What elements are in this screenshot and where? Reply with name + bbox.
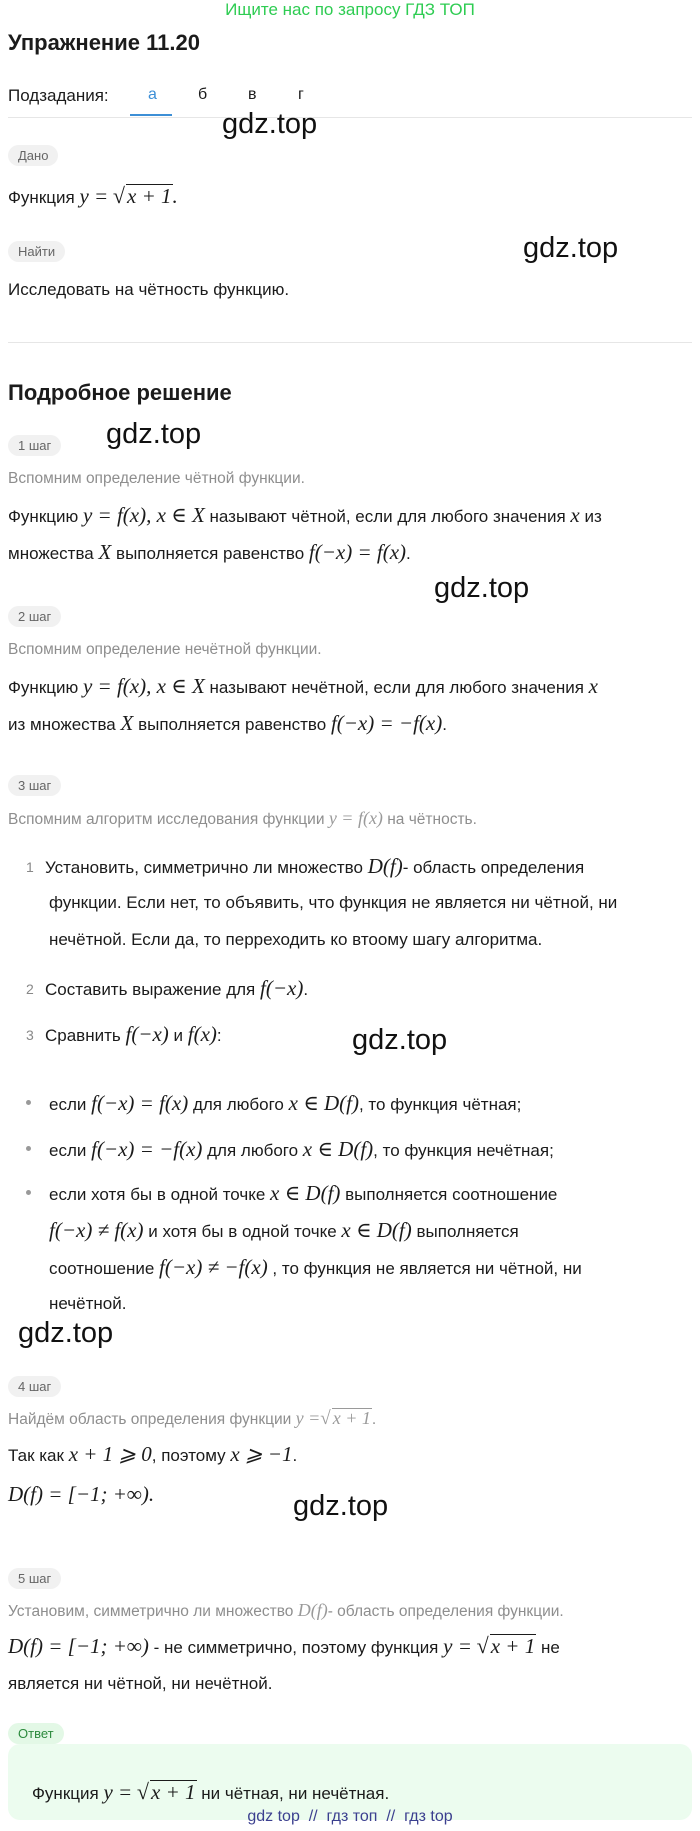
step-hint: Вспомним определение нечётной функции. bbox=[8, 641, 322, 658]
page-title: Упражнение 11.20 bbox=[8, 30, 200, 55]
given-text: Функция y = √x + 1. bbox=[8, 183, 178, 208]
step-line: Функцию y = f(x), x ∈ X называют нечётной, если для любого значения x bbox=[8, 674, 598, 698]
watermark: gdz.top bbox=[523, 232, 619, 264]
step-badge: 3 шаг bbox=[8, 775, 61, 796]
solution-title: Подробное решение bbox=[8, 380, 232, 405]
active-tab-indicator bbox=[130, 114, 172, 116]
bullet-item-cont: соотношение f(−x) ≠ −f(x) , то функция не является ни чётной, ни bbox=[49, 1255, 582, 1279]
watermark: gdz.top bbox=[352, 1024, 448, 1056]
watermark: gdz.top bbox=[106, 418, 202, 450]
bullet-item-cont: нечётной. bbox=[49, 1294, 127, 1313]
find-badge: Найти bbox=[8, 241, 65, 262]
bullet bbox=[26, 1190, 31, 1195]
step-line: Функцию y = f(x), x ∈ X называют чётной, если для любого значения x из bbox=[8, 503, 602, 527]
watermark: gdz.top bbox=[222, 108, 318, 140]
list-item-cont: функции. Если нет, то объявить, что функция не является ни чётной, ни bbox=[49, 893, 618, 912]
given-badge: Дано bbox=[8, 145, 58, 166]
step-hint: Найдём область определения функции y =√ x + 1. bbox=[8, 1408, 377, 1429]
footer-link[interactable]: гдз top bbox=[404, 1808, 453, 1825]
footer-link[interactable]: gdz top bbox=[247, 1808, 300, 1825]
answer-text: Функция y = √x + 1 ни чётная, ни нечётная. bbox=[32, 1779, 390, 1804]
search-banner: Ищите нас по запросу ГДЗ ТОП bbox=[225, 0, 475, 19]
step-badge: 4 шаг bbox=[8, 1376, 61, 1397]
step-line: Так как x + 1 ⩾ 0, поэтому x ⩾ −1. bbox=[8, 1442, 298, 1466]
tab-v[interactable]: в bbox=[248, 86, 257, 103]
step-hint: Установим, симметрично ли множество D(f)- область определения функции. bbox=[8, 1600, 564, 1620]
step-line: множества X выполняется равенство f(−x) = f(x). bbox=[8, 540, 411, 564]
tab-b[interactable]: б bbox=[198, 86, 208, 103]
step-line: D(f) = [−1; +∞) - не симметрично, поэтому функция y = √x + 1 не bbox=[8, 1633, 560, 1658]
watermark: gdz.top bbox=[18, 1317, 114, 1349]
bullet-item: если f(−x) = f(x) для любого x ∈ D(f), то функция чётная; bbox=[49, 1091, 522, 1115]
bullet-item: если f(−x) = −f(x) для любого x ∈ D(f), то функция нечётная; bbox=[49, 1137, 554, 1161]
list-item: Установить, симметрично ли множество D(f)- область определения bbox=[45, 854, 585, 878]
footer-link[interactable]: гдз топ bbox=[326, 1808, 378, 1825]
divider bbox=[8, 342, 692, 343]
watermark: gdz.top bbox=[434, 572, 530, 604]
bullet bbox=[26, 1100, 31, 1105]
step-line: является ни чётной, ни нечётной. bbox=[8, 1674, 273, 1693]
bullet bbox=[26, 1146, 31, 1151]
divider bbox=[8, 117, 692, 118]
list-item: Сравнить f(−x) и f(x): bbox=[45, 1022, 222, 1046]
watermark: gdz.top bbox=[293, 1490, 389, 1522]
step-line: из множества X выполняется равенство f(−x) = −f(x). bbox=[8, 711, 447, 735]
bullet-item-cont: f(−x) ≠ f(x) и хотя бы в одной точке x ∈ D(f) выполняется bbox=[49, 1218, 519, 1242]
list-number: 3 bbox=[26, 1027, 34, 1043]
step-badge: 1 шаг bbox=[8, 435, 61, 456]
step-badge: 2 шаг bbox=[8, 606, 61, 627]
footer-links: gdz top // гдз топ // гдз top bbox=[247, 1808, 453, 1825]
step-hint: Вспомним определение чётной функции. bbox=[8, 470, 305, 487]
subtasks-label: Подзадания: bbox=[8, 86, 109, 105]
step-badge: 5 шаг bbox=[8, 1568, 61, 1589]
tab-g[interactable]: г bbox=[298, 86, 304, 103]
list-number: 2 bbox=[26, 981, 34, 997]
list-item-cont: нечётной. Если да, то перреходить ко втоому шагу алгоритма. bbox=[49, 930, 543, 949]
answer-badge: Ответ bbox=[8, 1723, 64, 1744]
list-item: Составить выражение для f(−x). bbox=[45, 976, 309, 1000]
find-text: Исследовать на чётность функцию. bbox=[8, 280, 290, 299]
step-hint: Вспомним алгоритм исследования функции y = f(x) на чётность. bbox=[8, 808, 477, 828]
step-line: D(f) = [−1; +∞). bbox=[8, 1482, 155, 1506]
tab-a[interactable]: а bbox=[148, 86, 157, 103]
list-number: 1 bbox=[26, 859, 34, 875]
bullet-item: если хотя бы в одной точке x ∈ D(f) выполняется соотношение bbox=[49, 1181, 558, 1205]
